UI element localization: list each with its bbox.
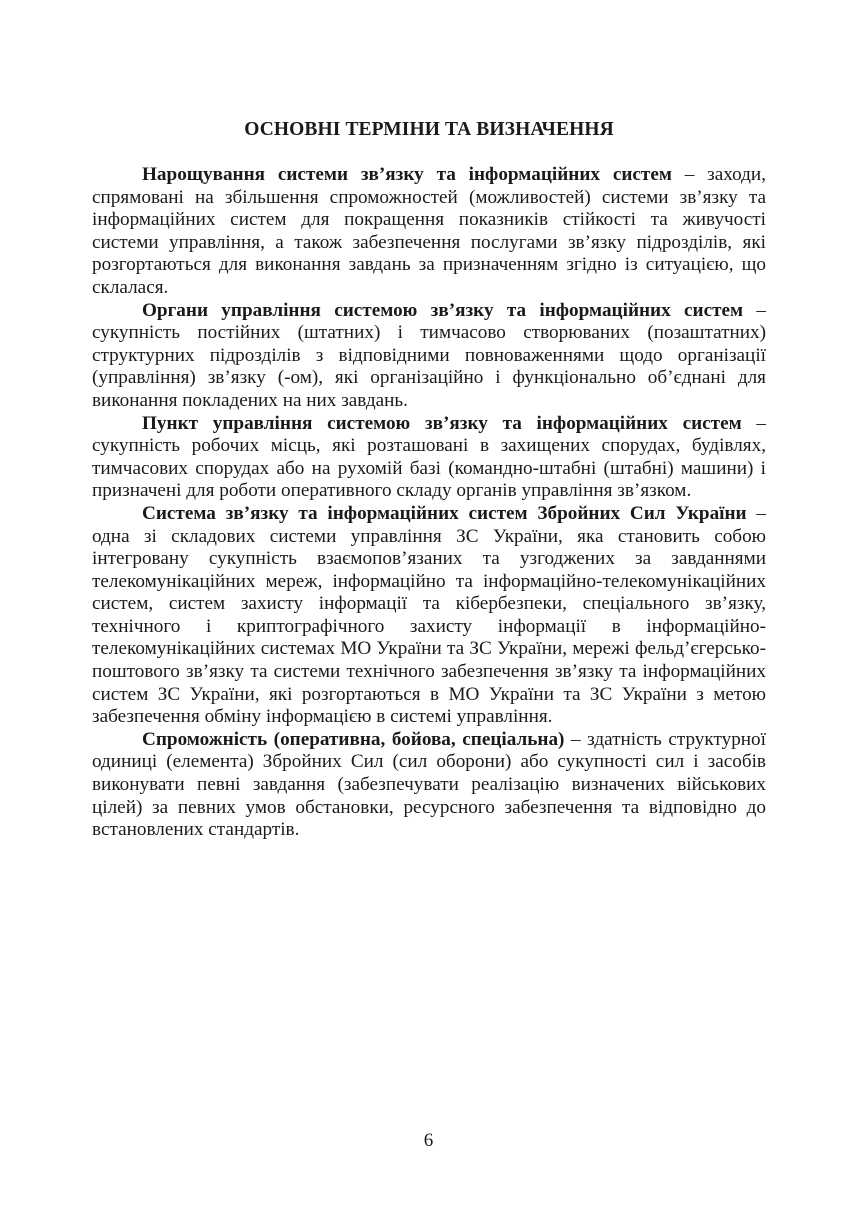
definition-entry: [92, 164, 766, 300]
term-definition: – сукупність постійних (штатних) і тимчасово створюваних (позаштатних) структурних підрозділів з відповідними повноваженнями щодо організації (управління) зв’язку (-ом), які організаційно і функціонально об’єднані для виконання покладених на них завдань.: [92, 299, 766, 411]
term-definition: – одна зі складових системи управління ЗС України, яка становить собою інтегровану сукупність взаємопов’язаних та узгоджених за завданнями телекомунікаційних мереж, інформаційно та інформаційно-телекомунікаційних систем, систем захисту інформації та кібербезпеки, спеціального зв’язку, технічного і криптографічного захисту інформації в інформаційно-телекомунікаційних системах МО України та ЗС України, мережі фельд’єгерсько-поштового зв’язку та системи технічного забезпечення зв’язку та інформаційних систем ЗС України, які розгортаються в МО України та ЗС України з метою забезпечення обміну інформацією в системі управління.: [92, 502, 766, 728]
document-page: [92, 118, 766, 842]
term-definition: – сукупність робочих місць, які розташовані в захищених спорудах, будівлях, тимчасових спорудах або на рухомій базі (командно-штабні (штабні) машини) і призначені для роботи оперативного складу органів управління зв’язком.: [92, 412, 766, 502]
definition-entry: [92, 729, 766, 842]
term-name: Пункт управління системою зв’язку та інформаційних систем: [142, 412, 742, 434]
term-name: Органи управління системою зв’язку та інформаційних систем: [142, 299, 744, 321]
page-title: ОСНОВНІ ТЕРМІНИ ТА ВИЗНАЧЕННЯ: [244, 119, 614, 140]
term-definition: – здатність структурної одиниці (елемента) Збройних Сил (сил оборони) або сукупності сил і засобів виконувати певні завдання (забезпечувати реалізацію визначених військових цілей) за певних умов обстановки, ресурсного забезпечення та відповідно до встановлених стандартів.: [92, 728, 766, 841]
page-number: 6: [423, 1130, 434, 1151]
term-definition: – заходи, спрямовані на збільшення спроможностей (можливостей) системи зв’язку та інформаційних систем для покращення показників стійкості та живучості системи управління, а також забезпечення послугами зв’язку підрозділів, які розгортаються для виконання завдань за призначенням згідно із ситуацією, що склалася.: [92, 164, 766, 298]
term-name: Спроможність (оперативна, бойова, спеціальна): [142, 728, 565, 750]
definition-entry: [92, 413, 766, 503]
term-name: Нарощування системи зв’язку та інформаційних систем: [142, 164, 672, 185]
definition-entry: [92, 300, 766, 413]
definition-entry: [92, 503, 766, 729]
term-name: Система зв’язку та інформаційних систем Збройних Сил України: [142, 502, 747, 524]
